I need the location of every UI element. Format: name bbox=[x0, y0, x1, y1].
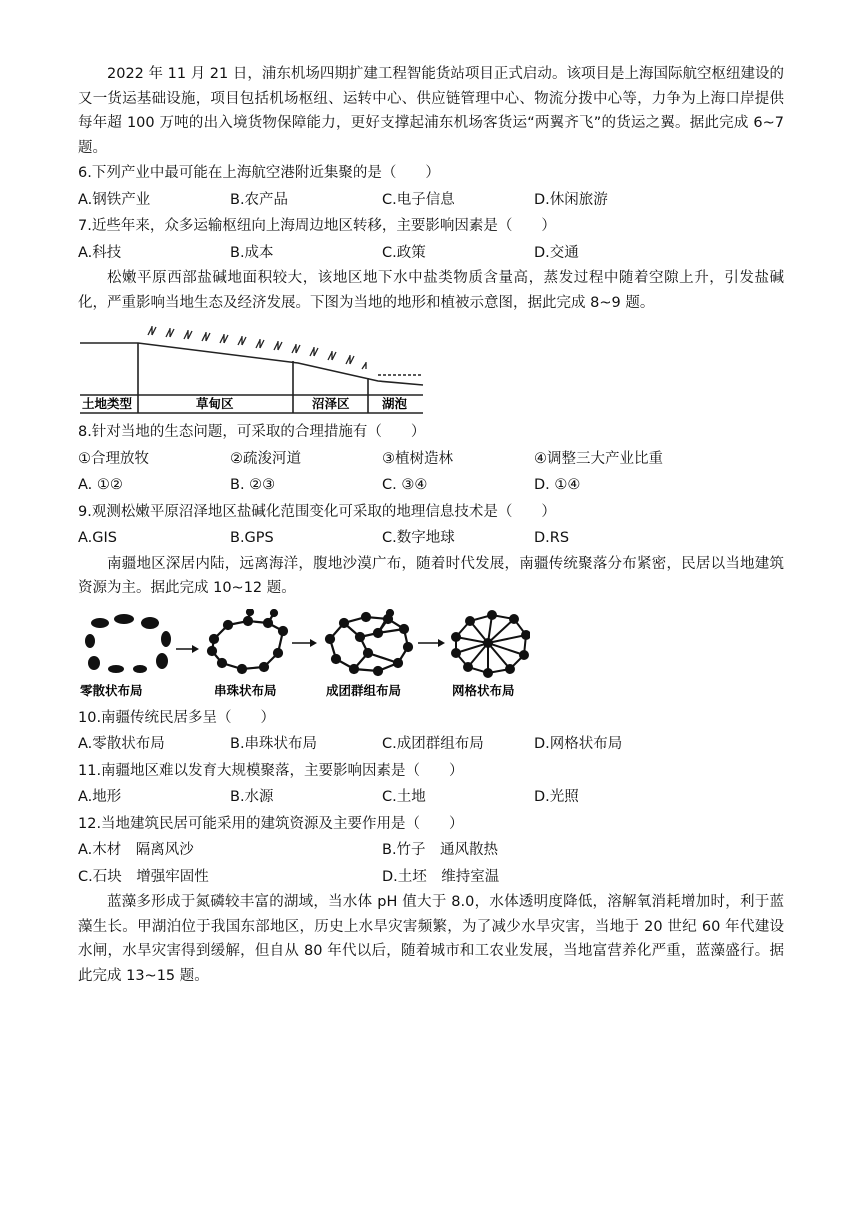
option-b: B.串珠状布局 bbox=[230, 736, 318, 752]
option-b: B.竹子 通风散热 bbox=[382, 842, 499, 858]
question-11: 11.南疆地区难以发育大规模聚落，主要影响因素是（ ） bbox=[78, 762, 464, 779]
question-10-options bbox=[78, 731, 784, 758]
label-cluster: 成团群组布局 bbox=[326, 682, 402, 698]
question-9: 9.观测松嫩平原沼泽地区盐碱化范围变化可采取的地理信息技术是（ ） bbox=[78, 503, 556, 520]
option-d: D.交通 bbox=[534, 244, 579, 261]
option-c: C.成团群组布局 bbox=[382, 736, 484, 752]
label-swamp: 沼泽区 bbox=[312, 396, 350, 411]
option-c: C.电子信息 bbox=[382, 191, 455, 208]
item-3: ③植树造林 bbox=[382, 450, 453, 467]
terrain-vegetation-figure bbox=[78, 323, 428, 415]
question-8: 8.针对当地的生态问题，可采取的合理措施有（ ） bbox=[78, 424, 426, 440]
item-4: ④调整三大产业比重 bbox=[534, 450, 663, 467]
question-10: 10.南疆传统民居多呈（ ） bbox=[78, 709, 276, 726]
option-d: D.土坯 维持室温 bbox=[382, 868, 500, 885]
option-c: C.土地 bbox=[382, 789, 426, 805]
settlement-layout-figure bbox=[78, 609, 530, 701]
label-scattered: 零散状布局 bbox=[80, 682, 143, 698]
grass-symbols bbox=[148, 326, 366, 369]
cluster-layout-symbol bbox=[326, 610, 412, 675]
option-c: C.石块 增强牢固性 bbox=[78, 868, 209, 885]
option-b: B.农产品 bbox=[230, 191, 289, 208]
grid-layout-symbol bbox=[452, 611, 530, 677]
question-7-options bbox=[78, 240, 784, 267]
passage-saline-land: 松嫩平原西部盐碱地面积较大，该地区地下水中盐类物质含量高，蒸发过程中随着空隙上升，引发盐碱化，严重影响当地生态及经济发展。下图为当地的地形和植被示意图，据此完成 8~9 题。 bbox=[78, 270, 784, 311]
option-c: C. ③④ bbox=[382, 477, 428, 493]
passage-cyanobacteria: 蓝藻多形成于氮磷较丰富的湖域，当水体 pH 值大于 8.0，水体透明度降低，溶解氧消耗增加时，利于蓝藻生长。甲湖泊位于我国东部地区，历史上水旱灾害频繁，为了减少水旱灾害，当地于 20 世纪 60 年代建设水闸，水旱灾害得到缓解，但自从 80 年代以后，随着城市和工农业发展，当地富营养化严重，蓝藻盛行。据此完成 13~15 题。 bbox=[78, 894, 784, 984]
label-meadow: 草甸区 bbox=[196, 396, 234, 411]
passage-airport: 2022 年 11 月 21 日，浦东机场四期扩建工程智能货站项目正式启动。该项目是上海国际航空枢纽建设的又一货运基础设施，项目包括机场枢纽、运转中心、供应链管理中心、物流分拨中心等，力争为上海口岸提供每年超 100 万吨的出入境货物保障能力，更好支撑起浦东机场客货运“两翼齐飞”的货运之翼。据此完成 6~7 题。 bbox=[78, 66, 784, 156]
item-1: ①合理放牧 bbox=[78, 450, 149, 467]
option-d: D. ①④ bbox=[534, 477, 581, 493]
question-8-options bbox=[78, 472, 784, 499]
question-12-options-row2 bbox=[78, 864, 784, 891]
option-d: D.休闲旅游 bbox=[534, 191, 608, 208]
option-c: C.数字地球 bbox=[382, 530, 455, 546]
item-2: ②疏浚河道 bbox=[230, 450, 301, 467]
option-d: D.RS bbox=[534, 530, 570, 546]
option-a: A.GIS bbox=[78, 530, 117, 546]
label-land-type: 土地类型 bbox=[82, 396, 133, 411]
exam-page bbox=[78, 62, 784, 988]
passage-south-xinjiang: 南疆地区深居内陆，远离海洋，腹地沙漠广布，随着时代发展，南疆传统聚落分布紧密，民居以当地建筑资源为主。据此完成 10~12 题。 bbox=[78, 555, 784, 596]
question-11-options bbox=[78, 784, 784, 811]
label-grid: 网格状布局 bbox=[452, 682, 515, 698]
option-b: B. ②③ bbox=[230, 477, 276, 493]
scattered-layout-symbol bbox=[85, 614, 171, 673]
question-6-options bbox=[78, 187, 784, 214]
question-8-items bbox=[78, 446, 784, 473]
option-b: B.水源 bbox=[230, 789, 274, 805]
option-b: B.GPS bbox=[230, 530, 274, 546]
option-d: D.光照 bbox=[534, 789, 579, 805]
option-a: A.木材 隔离风沙 bbox=[78, 842, 194, 858]
option-b: B.成本 bbox=[230, 244, 274, 261]
label-beaded: 串珠状布局 bbox=[214, 682, 277, 698]
ground-surface-line bbox=[80, 343, 423, 385]
option-d: D.网格状布局 bbox=[534, 736, 623, 752]
option-a: A. ①② bbox=[78, 477, 123, 493]
question-6: 6.下列产业中最可能在上海航空港附近集聚的是（ ） bbox=[78, 165, 440, 181]
option-c: C.政策 bbox=[382, 244, 426, 261]
beaded-layout-symbol bbox=[208, 609, 287, 673]
option-a: A.零散状布局 bbox=[78, 736, 165, 752]
question-12-options-row1 bbox=[78, 837, 784, 864]
option-a: A.科技 bbox=[78, 244, 122, 261]
question-12: 12.当地建筑民居可能采用的建筑资源及主要作用是（ ） bbox=[78, 815, 464, 832]
option-a: A.地形 bbox=[78, 789, 122, 805]
question-7: 7.近些年来，众多运输枢纽向上海周边地区转移，主要影响因素是（ ） bbox=[78, 218, 556, 234]
label-lake: 湖泡 bbox=[382, 396, 408, 411]
question-9-options bbox=[78, 525, 784, 552]
option-a: A.钢铁产业 bbox=[78, 191, 151, 208]
